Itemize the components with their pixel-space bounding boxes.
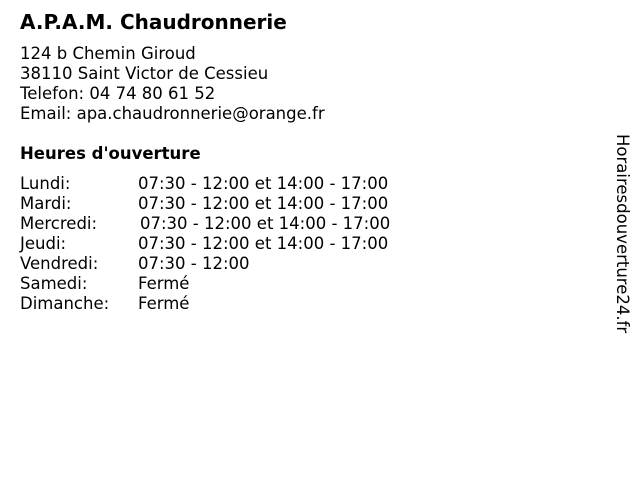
address-block [20,44,325,124]
day-label: Dimanche: [20,294,110,313]
day-hours: Fermé [138,294,190,313]
day-hours: 07:30 - 12:00 [138,254,250,273]
site-watermark: Horairesdouverture24.fr [613,134,632,334]
day-hours: 07:30 - 12:00 et 14:00 - 17:00 [138,234,389,253]
hours-heading: Heures d'ouverture [20,144,201,163]
day-label: Vendredi: [20,254,99,273]
business-name: A.P.A.M. Chaudronnerie [20,10,287,34]
phone-number: Telefon: 04 74 80 61 52 [20,84,216,103]
day-hours: 07:30 - 12:00 et 14:00 - 17:00 [138,194,389,213]
day-label: Mercredi: [20,214,98,233]
day-label: Lundi: [20,174,71,193]
email-address: Email: apa.chaudronnerie@orange.fr [20,104,325,123]
day-hours: 07:30 - 12:00 et 14:00 - 17:00 [138,174,389,193]
day-hours: Fermé [138,274,190,293]
day-label: Samedi: [20,274,88,293]
street-address: 124 b Chemin Giroud [20,44,196,63]
day-label: Mardi: [20,194,72,213]
day-label: Jeudi: [20,234,67,253]
day-hours: 07:30 - 12:00 et 14:00 - 17:00 [140,214,391,233]
city-address: 38110 Saint Victor de Cessieu [20,64,269,83]
